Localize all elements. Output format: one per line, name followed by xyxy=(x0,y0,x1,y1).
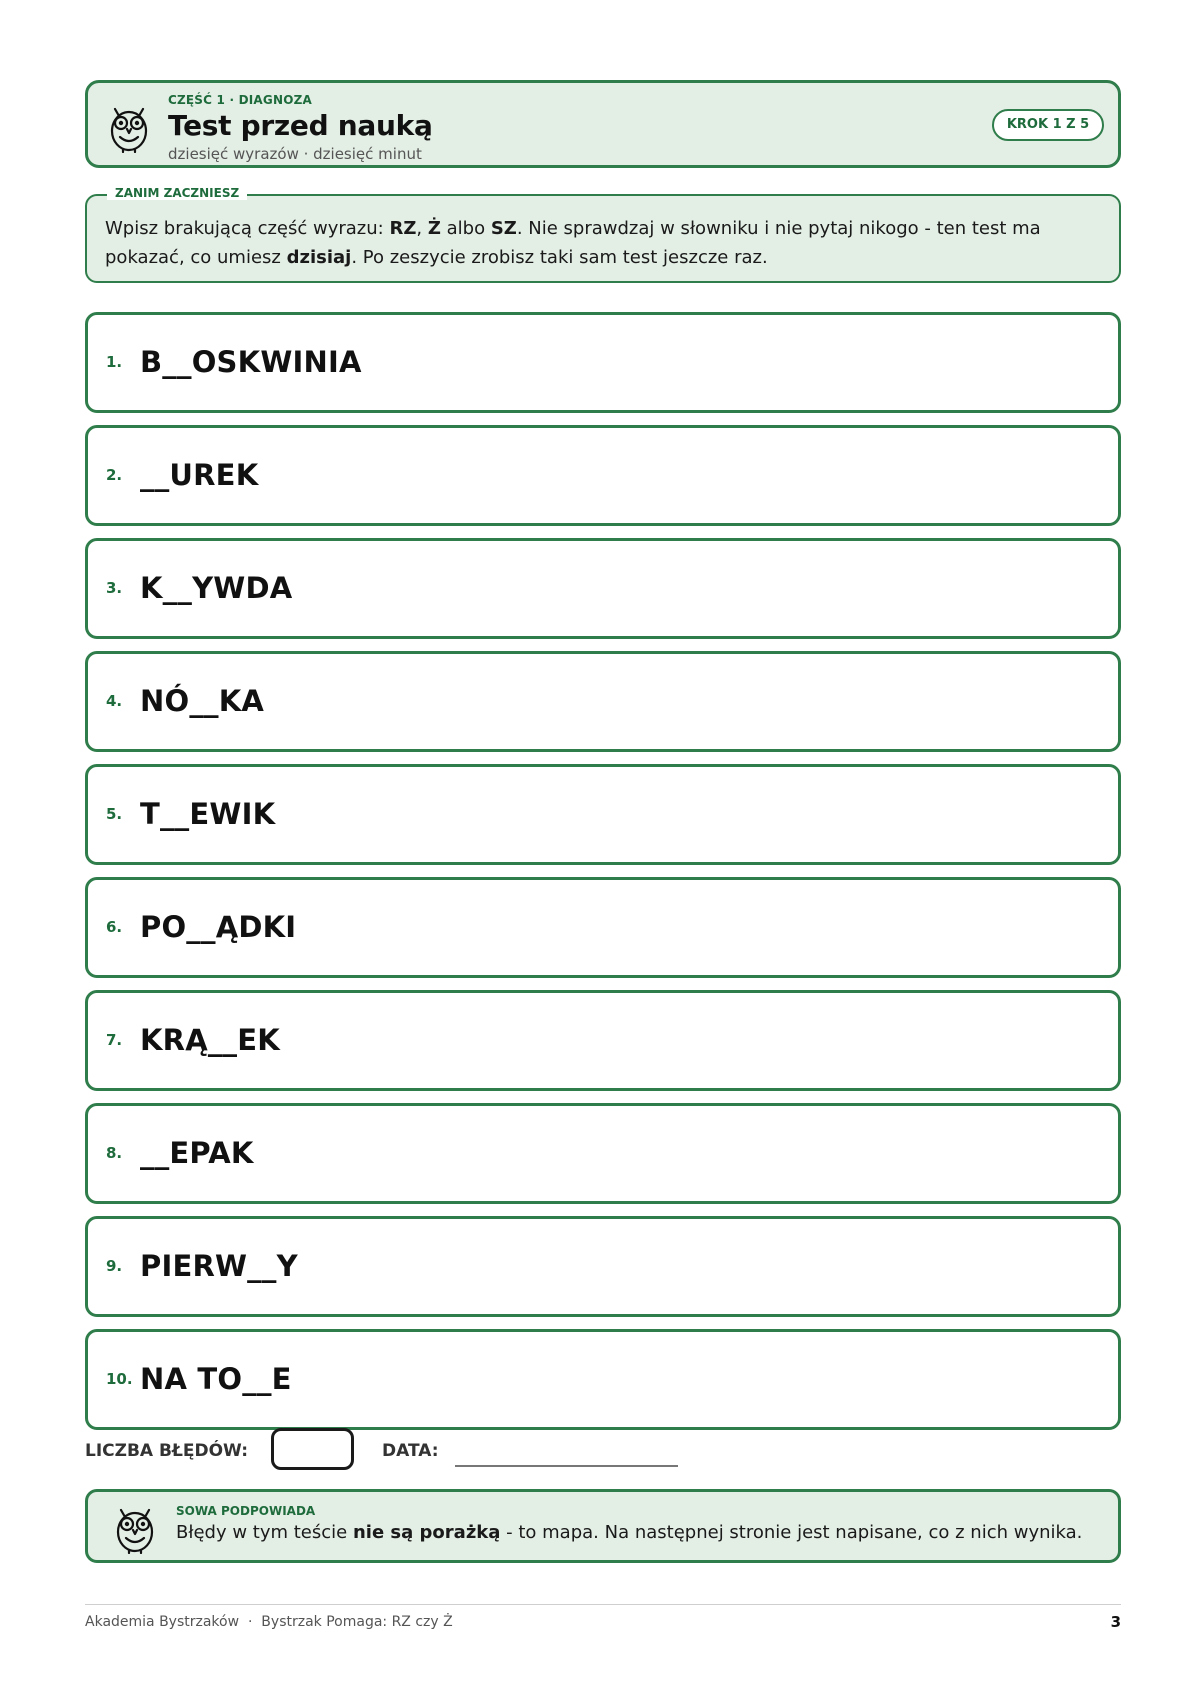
instructions-text: Wpisz brakującą część wyrazu: RZ, Ż albo SZ. Nie sprawdzaj w słowniku i nie pytaj nikogo - ten test ma pokazać, co umiesz dzisiaj. Po zeszycie zrobisz taki sam test jeszcze raz. xyxy=(105,218,1041,268)
question-list xyxy=(85,312,1121,1442)
question-word: B__OSKWINIA xyxy=(140,345,362,379)
header-card xyxy=(85,80,1121,168)
footer-text: Akademia Bystrzaków · Bystrzak Pomaga: RZ czy Ż xyxy=(85,1614,453,1630)
page-subtitle: dziesięć wyrazów · dziesięć minut xyxy=(168,145,422,163)
question-card[interactable] xyxy=(85,990,1121,1091)
question-word: __UREK xyxy=(140,458,259,492)
question-number: 4. xyxy=(106,692,123,710)
question-card[interactable] xyxy=(85,538,1121,639)
question-number: 2. xyxy=(106,466,123,484)
date-label: DATA: xyxy=(382,1441,439,1461)
question-number: 8. xyxy=(106,1144,123,1162)
question-card[interactable] xyxy=(85,1103,1121,1204)
page-number: 3 xyxy=(1110,1613,1121,1631)
tip-kicker: SOWA PODPOWIADA xyxy=(176,1504,316,1518)
step-badge: KROK 1 Z 5 xyxy=(992,109,1104,141)
page-title: Test przed nauką xyxy=(168,109,433,142)
section-kicker: CZĘŚĆ 1 · DIAGNOZA xyxy=(168,93,312,107)
question-number: 10. xyxy=(106,1370,133,1388)
question-word: PO__ĄDKI xyxy=(140,910,297,944)
question-word: T__EWIK xyxy=(140,797,276,831)
question-number: 1. xyxy=(106,353,123,371)
tip-box xyxy=(85,1489,1121,1563)
question-number: 3. xyxy=(106,579,123,597)
date-field[interactable] xyxy=(455,1465,678,1467)
question-card[interactable] xyxy=(85,877,1121,978)
owl-icon xyxy=(112,1502,158,1554)
question-word: KRĄ__EK xyxy=(140,1023,280,1057)
question-number: 6. xyxy=(106,918,123,936)
question-card[interactable] xyxy=(85,312,1121,413)
instructions-legend: ZANIM ZACZNIESZ xyxy=(107,186,247,200)
question-word: K__YWDA xyxy=(140,571,293,605)
instructions-box xyxy=(85,186,1121,283)
footer-divider xyxy=(85,1604,1121,1605)
question-word: __EPAK xyxy=(140,1136,254,1170)
question-card[interactable] xyxy=(85,425,1121,526)
errors-count-field[interactable] xyxy=(271,1428,354,1470)
question-number: 9. xyxy=(106,1257,123,1275)
question-card[interactable] xyxy=(85,764,1121,865)
owl-icon xyxy=(106,101,152,153)
tip-text: Błędy w tym teście nie są porażką - to mapa. Na następnej stronie jest napisane, co z nich wynika. xyxy=(176,1522,1083,1543)
question-word: PIERW__Y xyxy=(140,1249,298,1283)
question-number: 7. xyxy=(106,1031,123,1049)
question-word: NÓ__KA xyxy=(140,684,265,718)
question-number: 5. xyxy=(106,805,123,823)
errors-label: LICZBA BŁĘDÓW: xyxy=(85,1441,249,1461)
question-card[interactable] xyxy=(85,1329,1121,1430)
question-card[interactable] xyxy=(85,1216,1121,1317)
question-card[interactable] xyxy=(85,651,1121,752)
question-word: NA TO__E xyxy=(140,1362,292,1396)
